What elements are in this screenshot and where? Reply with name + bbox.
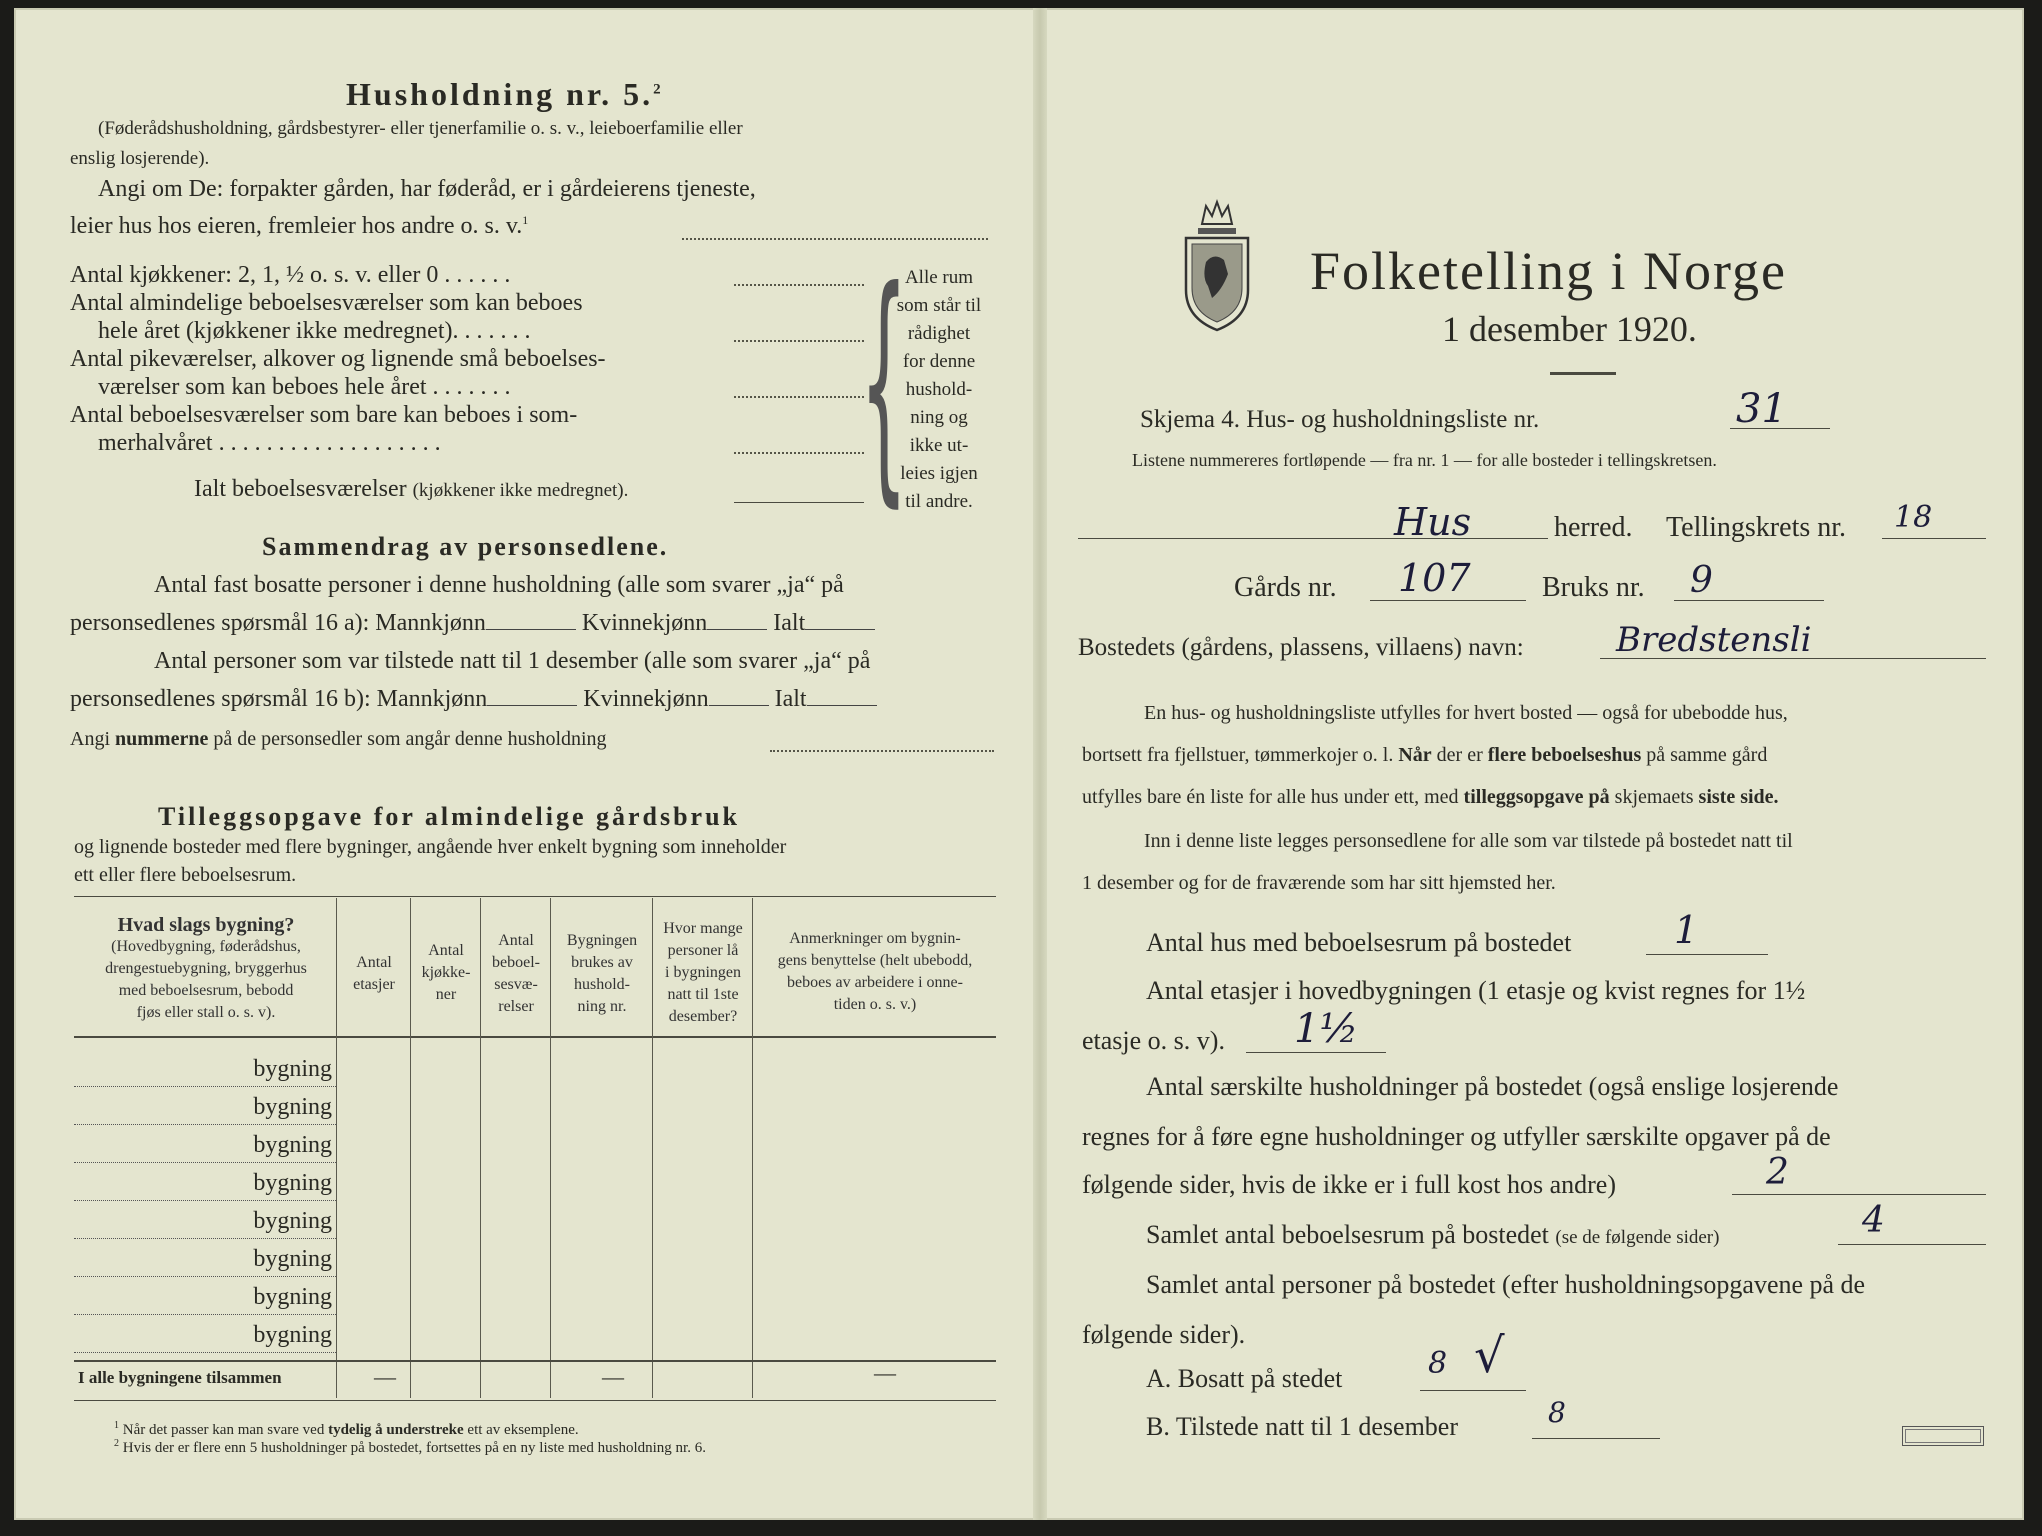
col2-2: etasjer bbox=[353, 976, 395, 993]
samm-1b-kvinne: Kvinnekjønn bbox=[581, 610, 708, 636]
footnote-1 bbox=[114, 1420, 579, 1439]
samlet-pers-1: Samlet antal personer på bostedet (efter husholdningsopgavene på de bbox=[1146, 1270, 1866, 1299]
tilstede-fill bbox=[1532, 1438, 1660, 1439]
angi-nummerne-post: på de personsedler som angår denne husholdning bbox=[208, 728, 607, 750]
angi-sup: 1 bbox=[522, 213, 529, 227]
room-line-3: hele året (kjøkkener ikke medregnet). . . . . . . bbox=[98, 318, 531, 344]
household-subtitle-1: (Føderådshusholdning, gårdsbestyrer- eller tjenerfamilie o. s. v., leieboerfamilie eller bbox=[98, 118, 743, 139]
para-1b-post: på samme gård bbox=[1641, 744, 1768, 766]
tillegg-2: ett eller flere beboelsesrum. bbox=[74, 864, 297, 886]
col6-3: i bygningen bbox=[665, 964, 741, 981]
samm-2b-ialt-fill bbox=[807, 705, 877, 706]
bygning-row-4 bbox=[74, 1170, 336, 1201]
side-note-2: som står til bbox=[896, 295, 982, 316]
bygning-label-2: bygning bbox=[253, 1094, 332, 1120]
footnote-1-post: ett av eksemplene. bbox=[463, 1422, 579, 1438]
bygning-label-6: bygning bbox=[253, 1246, 332, 1272]
col1-text-4: fjøs eller stall o. s. v). bbox=[136, 1004, 276, 1021]
bruks-fill bbox=[1674, 600, 1824, 601]
col6-2: personer lå bbox=[667, 942, 739, 959]
saerskilte-value: 2 bbox=[1766, 1152, 1789, 1193]
etasjer-2: etasje o. s. v). bbox=[1082, 1026, 1225, 1055]
samm-1b-kvinne-fill bbox=[707, 629, 767, 630]
angi-line-1: Angi om De: forpakter gården, har føderåd, er i gårdeierens tjeneste, bbox=[98, 176, 756, 202]
table-header-col5 bbox=[552, 930, 652, 1018]
household-title-sup: 2 bbox=[653, 81, 664, 98]
footnote-1-pre: Når det passer kan man svare ved bbox=[122, 1422, 329, 1438]
samm-2a: Antal personer som var tilstede natt til 1 desember (alle som svarer „ja“ på bbox=[154, 648, 871, 674]
side-note-4: for denne bbox=[902, 351, 976, 372]
table-header-col2 bbox=[338, 952, 410, 996]
saerskilte-1: Antal særskilte husholdninger på bostedet (også enslige losjerende bbox=[1146, 1072, 1839, 1101]
side-note-9: til andre. bbox=[905, 491, 973, 512]
col1-title: Hvad slags bygning? bbox=[117, 914, 295, 936]
samm-2b-mann-fill bbox=[487, 705, 577, 706]
ialt-rooms-label: Ialt beboelsesværelser bbox=[194, 476, 407, 502]
bruks-label: Bruks nr. bbox=[1542, 572, 1645, 603]
tilstede-label: B. Tilstede natt til 1 desember bbox=[1146, 1412, 1458, 1441]
para-1b-text: bortsett fra fjellstuer, tømmerkojer o. l. bbox=[1082, 744, 1394, 766]
col5-1: Bygningen bbox=[566, 932, 638, 949]
col7-4: tiden o. s. v.) bbox=[833, 996, 917, 1013]
ialt-rooms-fill bbox=[734, 502, 864, 503]
para-2a: Inn i denne liste legges personsedlene for alle som var tilstede på bostedet natt til bbox=[1144, 830, 1793, 852]
col3-2: kjøkke- bbox=[421, 964, 471, 981]
bosatt-check: √ bbox=[1474, 1328, 1505, 1384]
angi-nummerne-fill bbox=[770, 750, 994, 752]
total-dash-1: — bbox=[374, 1364, 396, 1389]
room-line-7-text: merhalvåret . . . . . . . . . . . . . . . . . . . bbox=[98, 430, 441, 456]
saerskilte-fill bbox=[1732, 1194, 1986, 1195]
samm-2b bbox=[70, 686, 877, 713]
para-1c-bold2: siste side. bbox=[1698, 786, 1779, 808]
bygning-label-1: bygning bbox=[253, 1056, 332, 1082]
bygning-row-8 bbox=[74, 1322, 336, 1353]
table-header-col4 bbox=[482, 930, 550, 1018]
col7-2: gens benyttelse (helt ubebodd, bbox=[777, 952, 973, 969]
table-col-sep-3 bbox=[480, 898, 481, 1398]
col4-3: sesvæ- bbox=[494, 976, 538, 993]
table-total-label: I alle bygningene tilsammen bbox=[78, 1368, 282, 1387]
col4-1: Antal bbox=[498, 932, 534, 949]
table-bottom-rule bbox=[74, 1400, 996, 1401]
gards-value: 107 bbox=[1398, 556, 1471, 600]
side-note-5: hushold- bbox=[905, 379, 973, 400]
table-top-rule bbox=[74, 896, 996, 897]
saerskilte-2: regnes for å føre egne husholdninger og utfyller særskilte opgaver på de bbox=[1082, 1122, 1831, 1151]
samm-1b bbox=[70, 610, 875, 637]
samm-1b-ialt-fill bbox=[805, 629, 875, 630]
para-2b: 1 desember og for de fraværende som har sitt hjemsted her. bbox=[1082, 872, 1556, 894]
side-note bbox=[884, 264, 994, 516]
room-line-7 bbox=[98, 430, 728, 457]
gards-label: Gårds nr. bbox=[1234, 572, 1337, 603]
room-line-2: Antal almindelige beboelsesværelser som kan beboes bbox=[70, 290, 583, 316]
saerskilte-3: følgende sider, hvis de ikke er i full kost hos andre) bbox=[1082, 1170, 1616, 1199]
col1-text-2: drengestuebygning, bryggerhus bbox=[105, 960, 307, 977]
household-title bbox=[346, 76, 664, 113]
footnote-2-text: Hvis der er flere enn 5 husholdninger på bostedet, fortsettes på en ny liste med husholdning nr. 6. bbox=[122, 1440, 706, 1456]
angi-nummerne bbox=[70, 728, 607, 751]
table-col-sep-2 bbox=[410, 898, 411, 1398]
col6-4: natt til 1ste bbox=[667, 986, 739, 1003]
tilstede-value: 8 bbox=[1548, 1396, 1566, 1429]
para-1b-bold2: flere beboelseshus bbox=[1487, 744, 1642, 766]
side-note-1: Alle rum bbox=[904, 267, 974, 288]
total-dash-2: — bbox=[602, 1364, 624, 1389]
bygning-label-7: bygning bbox=[253, 1284, 332, 1310]
col6-1: Hvor mange bbox=[663, 920, 743, 937]
samm-2b-kvinne: Kvinnekjønn bbox=[583, 686, 709, 712]
samlet-rom-note: (se de følgende sider) bbox=[1555, 1227, 1720, 1248]
angi-nummerne-pre: Angi bbox=[70, 728, 115, 750]
col1-text-1: (Hovedbygning, føderådshus, bbox=[111, 938, 301, 955]
room-line-5: værelser som kan beboes hele året . . . . . . . bbox=[98, 374, 511, 400]
room-line-1: Antal kjøkkener: 2, 1, ½ o. s. v. eller 0 . . . . . . bbox=[70, 262, 511, 288]
samm-2b-text: personsedlenes spørsmål 16 b): Mannkjønn bbox=[70, 686, 488, 712]
side-note-6: ning og bbox=[910, 407, 968, 428]
table-col-sep-1 bbox=[336, 898, 337, 1398]
form-date: 1 desember 1920. bbox=[1442, 309, 1697, 349]
para-1c-bold: tilleggsopgave på bbox=[1463, 786, 1610, 808]
footnote-1-num: 1 bbox=[114, 1420, 119, 1431]
samm-1b-text: personsedlenes spørsmål 16 a): Mannkjønn bbox=[70, 610, 486, 636]
col3-3: ner bbox=[435, 986, 457, 1003]
skjema-line: Skjema 4. Hus- og husholdningsliste nr. bbox=[1140, 406, 1540, 433]
brace: { bbox=[860, 237, 908, 528]
room-fill-1 bbox=[734, 284, 864, 286]
antal-hus-label: Antal hus med beboelsesrum på bostedet bbox=[1146, 928, 1572, 957]
bygning-label-4: bygning bbox=[253, 1170, 332, 1196]
bosatt-label: A. Bosatt på stedet bbox=[1146, 1364, 1343, 1393]
para-1b-bold1: Når bbox=[1393, 744, 1432, 766]
angi-line-2-text: leier hus hos eieren, fremleier hos andre o. s. v. bbox=[70, 213, 523, 239]
bygning-row-1 bbox=[74, 1056, 336, 1087]
skjema-value: 31 bbox=[1736, 386, 1787, 432]
col4-4: relser bbox=[498, 998, 534, 1015]
bygning-row-5 bbox=[74, 1208, 336, 1239]
room-line-6: Antal beboelsesværelser som bare kan beboes i som- bbox=[70, 402, 578, 428]
bruks-value: 9 bbox=[1690, 560, 1713, 601]
para-1c-mid: skjemaets bbox=[1609, 786, 1699, 808]
tellingskrets-label: Tellingskrets nr. bbox=[1666, 512, 1847, 543]
col1-text-3: med beboelsesrum, bebodd bbox=[118, 982, 294, 999]
tillegg-1: og lignende bosteder med flere bygninger, angående hver enkelt bygning som inneholder bbox=[74, 836, 787, 858]
census-form-sheet bbox=[14, 8, 2024, 1520]
household-title-text: Husholdning nr. 5. bbox=[346, 76, 654, 112]
room-fill-4 bbox=[734, 452, 864, 454]
antal-hus-fill bbox=[1646, 954, 1768, 955]
para-1c bbox=[1082, 786, 1779, 809]
ialt-rooms bbox=[194, 476, 628, 503]
samlet-pers-2: følgende sider). bbox=[1082, 1320, 1246, 1349]
bosatt-fill bbox=[1420, 1390, 1526, 1391]
para-1b bbox=[1082, 744, 1767, 767]
table-header-col1 bbox=[76, 914, 336, 1024]
col4-2: beboel- bbox=[492, 954, 540, 971]
samm-1b-ialt: Ialt bbox=[773, 610, 806, 636]
footnote-1-bold: tydelig å understreke bbox=[328, 1422, 464, 1438]
bygning-label-5: bygning bbox=[253, 1208, 332, 1234]
footnote-2-num: 2 bbox=[114, 1438, 119, 1449]
samm-1a: Antal fast bosatte personer i denne husholdning (alle som svarer „ja“ på bbox=[154, 572, 844, 598]
angi-fill-line bbox=[682, 238, 988, 240]
table-col-sep-4 bbox=[550, 898, 551, 1398]
herred-fill bbox=[1078, 538, 1548, 539]
table-col-sep-5 bbox=[652, 898, 653, 1398]
col5-2: brukes av bbox=[571, 954, 633, 971]
side-note-3: rådighet bbox=[907, 323, 971, 344]
table-col-sep-6 bbox=[752, 898, 753, 1398]
sammendrag-title: Sammendrag av personsedlene. bbox=[262, 532, 669, 561]
page-fold bbox=[1033, 8, 1047, 1520]
col6-5: desember? bbox=[668, 1008, 738, 1025]
samm-2b-kvinne-fill bbox=[709, 705, 769, 706]
para-1b-mid: der er bbox=[1431, 744, 1488, 766]
col3-1: Antal bbox=[428, 942, 464, 959]
form-title: Folketelling i Norge bbox=[1310, 241, 1787, 301]
tillegg-title: Tilleggsopgave for almindelige gårdsbruk bbox=[158, 802, 741, 831]
bygning-row-6 bbox=[74, 1246, 336, 1277]
household-subtitle-2: enslig losjerende). bbox=[70, 148, 210, 169]
samlet-rom-label: Samlet antal beboelsesrum på bostedet bbox=[1146, 1220, 1549, 1249]
side-note-8: leies igjen bbox=[900, 463, 978, 484]
col7-1: Anmerkninger om bygnin- bbox=[789, 930, 961, 947]
printer-stamp bbox=[1902, 1426, 1984, 1446]
bosatt-value: 8 bbox=[1428, 1346, 1448, 1381]
bygning-row-2 bbox=[74, 1094, 336, 1125]
etasjer-value: 1½ bbox=[1294, 1006, 1359, 1052]
samlet-rom bbox=[1146, 1220, 1719, 1250]
col7-3: beboes av arbeidere i onne- bbox=[787, 974, 963, 991]
footnote-2 bbox=[114, 1438, 706, 1457]
skjema-fill bbox=[1730, 428, 1830, 429]
para-1c-pre: utfylles bare én liste for alle hus under ett, med bbox=[1082, 786, 1464, 808]
table-header-col6 bbox=[654, 918, 752, 1028]
antal-hus-value: 1 bbox=[1674, 908, 1699, 952]
title-rule bbox=[1550, 372, 1616, 375]
col2-1: Antal bbox=[356, 954, 392, 971]
room-fill-2 bbox=[734, 340, 864, 342]
tellingskrets-fill bbox=[1882, 538, 1986, 539]
angi-nummerne-bold: nummerne bbox=[115, 728, 209, 750]
total-dash-3: — bbox=[874, 1360, 896, 1385]
samlet-rom-value: 4 bbox=[1862, 1200, 1885, 1241]
etasjer-fill bbox=[1246, 1052, 1386, 1053]
herred-value: Hus bbox=[1394, 500, 1472, 544]
para-1a: En hus- og husholdningsliste utfylles for hvert bosted — også for ubebodde hus, bbox=[1144, 702, 1788, 724]
table-total-top bbox=[74, 1360, 996, 1362]
bygning-row-3 bbox=[74, 1132, 336, 1163]
table-header-col7 bbox=[754, 928, 996, 1016]
bygning-label-3: bygning bbox=[253, 1132, 332, 1158]
herred-label: herred. bbox=[1554, 512, 1633, 543]
col5-3: hushold- bbox=[574, 976, 630, 993]
ialt-rooms-note: (kjøkkener ikke medregnet). bbox=[412, 480, 629, 501]
table-header-rule bbox=[74, 1036, 996, 1038]
bosted-value: Bredstensli bbox=[1616, 620, 1812, 660]
tellingskrets-value: 18 bbox=[1894, 500, 1933, 535]
listene-note: Listene nummereres fortløpende — fra nr. 1 — for alle bosteder i tellingskretsen. bbox=[1132, 450, 1717, 470]
side-note-7: ikke ut- bbox=[909, 435, 969, 456]
table-header-col3 bbox=[412, 940, 480, 1006]
samlet-rom-fill bbox=[1838, 1244, 1986, 1245]
bygning-label-8: bygning bbox=[253, 1322, 332, 1348]
bygning-row-7 bbox=[74, 1284, 336, 1315]
etasjer-1: Antal etasjer i hovedbygningen (1 etasje og kvist regnes for 1½ bbox=[1146, 976, 1806, 1005]
samm-1b-mann-fill bbox=[486, 629, 576, 630]
bosted-label: Bostedets (gårdens, plassens, villaens) navn: bbox=[1078, 634, 1524, 661]
room-line-4: Antal pikeværelser, alkover og lignende små beboelses- bbox=[70, 346, 606, 372]
room-fill-3 bbox=[734, 396, 864, 398]
gards-fill bbox=[1370, 600, 1526, 601]
col5-4: ning nr. bbox=[577, 998, 627, 1015]
coat-of-arms-icon bbox=[1180, 194, 1254, 334]
bosted-fill bbox=[1600, 658, 1986, 659]
samm-2b-ialt: Ialt bbox=[774, 686, 807, 712]
angi-line-2 bbox=[70, 213, 528, 240]
norway-coat-of-arms bbox=[1180, 194, 1254, 334]
